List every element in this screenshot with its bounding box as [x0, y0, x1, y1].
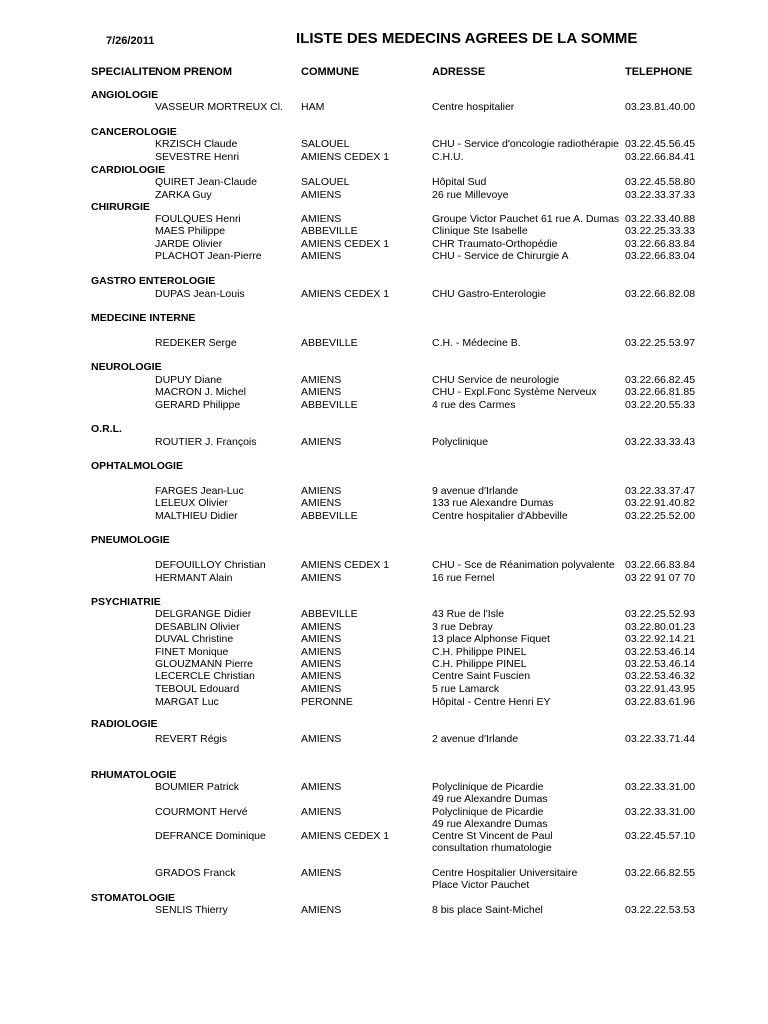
doctor-row [0, 497, 768, 509]
doctor-phone: 03.22.25.33.33 [625, 225, 696, 237]
doctor-address: Clinique Ste Isabelle [432, 225, 528, 237]
doctor-row [0, 696, 768, 708]
specialty-heading-row [0, 275, 768, 287]
document-title: ILISTE DES MEDECINS AGREES DE LA SOMME [296, 30, 638, 47]
doctor-name: MACRON J. Michel [155, 386, 247, 398]
doctor-name: DEFRANCE Dominique [155, 830, 266, 842]
doctor-address: 49 rue Alexandre Dumas [432, 793, 548, 805]
doctor-name: FINET Monique [155, 646, 229, 658]
doctor-phone: 03.22.25.53.97 [625, 337, 696, 349]
doctor-address: Centre hospitalier [432, 101, 515, 113]
doctor-address: Place Victor Pauchet [432, 879, 530, 891]
doctor-row [0, 337, 768, 349]
doctor-commune: AMIENS [301, 633, 342, 645]
doctor-address: Hôpital - Centre Henri EY [432, 696, 551, 708]
doctor-name: MALTHIEU Didier [155, 510, 238, 522]
doctor-name: GLOUZMANN Pierre [155, 658, 254, 670]
doctor-row [0, 867, 768, 879]
specialty-heading: RADIOLOGIE [91, 718, 158, 730]
doctor-address: 49 rue Alexandre Dumas [432, 818, 548, 830]
specialty-heading-row [0, 596, 768, 608]
doctor-address: Centre Hospitalier Universitaire [432, 867, 578, 879]
doctor-address: C.H. - Médecine B. [432, 337, 521, 349]
doctor-row [0, 683, 768, 695]
doctor-phone: 03.22.22.53.53 [625, 904, 696, 916]
doctor-phone: 03.22.25.52.93 [625, 608, 696, 620]
specialty-heading-row [0, 718, 768, 730]
doctor-commune: AMIENS [301, 386, 342, 398]
doctor-phone: 03.22.33.31.00 [625, 806, 696, 818]
doctor-name: MAES Philippe [155, 225, 226, 237]
column-header-nom-prenom: NOM PRENOM [155, 66, 232, 78]
doctor-commune: AMIENS [301, 683, 342, 695]
doctor-name: GERARD Philippe [155, 399, 241, 411]
doctor-commune: AMIENS [301, 436, 342, 448]
doctor-name: REDEKER Serge [155, 337, 237, 349]
doctor-phone: 03.22.80.01.23 [625, 621, 696, 633]
doctor-commune: AMIENS [301, 670, 342, 682]
doctor-commune: AMIENS [301, 904, 342, 916]
doctor-commune: AMIENS [301, 250, 342, 262]
specialty-heading-row [0, 460, 768, 472]
doctor-phone: 03.22.45.57.10 [625, 830, 696, 842]
doctor-row [0, 670, 768, 682]
specialty-heading: OPHTALMOLOGIE [91, 460, 183, 472]
doctor-phone: 03.22.91.40.82 [625, 497, 696, 509]
doctor-address: 13 place Alphonse Fiquet [432, 633, 550, 645]
doctor-address: C.H. Philippe PINEL [432, 646, 527, 658]
doctor-address: 2 avenue d'Irlande [432, 733, 519, 745]
doctor-name: BOUMIER Patrick [155, 781, 240, 793]
specialty-heading-row [0, 89, 768, 101]
doctor-address: Polyclinique de Picardie [432, 781, 544, 793]
doctor-row [0, 485, 768, 497]
doctor-name: DELGRANGE Didier [155, 608, 252, 620]
doctor-phone: 03.22.33.37.33 [625, 189, 696, 201]
doctor-address: Centre St Vincent de Paul [432, 830, 553, 842]
doctor-phone: 03.22.66.83.04 [625, 250, 696, 262]
specialty-heading-row [0, 423, 768, 435]
doctor-address: Centre hospitalier d'Abbeville [432, 510, 568, 522]
doctor-commune: AMIENS [301, 781, 342, 793]
doctor-phone: 03.22.33.37.47 [625, 485, 696, 497]
doctor-address: 26 rue Millevoye [432, 189, 509, 201]
specialty-heading-row [0, 201, 768, 213]
doctor-address: Groupe Victor Pauchet 61 rue A. Dumas [432, 213, 620, 225]
specialty-heading: STOMATOLOGIE [91, 892, 176, 904]
specialty-heading: GASTRO ENTEROLOGIE [91, 275, 216, 287]
doctor-address: CHR Traumato-Orthopédie [432, 238, 558, 250]
doctor-name: QUIRET Jean-Claude [155, 176, 257, 188]
doctor-commune: AMIENS CEDEX 1 [301, 238, 390, 250]
doctor-commune: SALOUEL [301, 138, 350, 150]
specialty-heading-row [0, 312, 768, 324]
doctor-commune: ABBEVILLE [301, 337, 358, 349]
specialty-heading-row [0, 534, 768, 546]
doctor-row [0, 288, 768, 300]
doctor-phone: 03.22.66.84.41 [625, 151, 696, 163]
doctor-commune: AMIENS [301, 572, 342, 584]
doctor-phone: 03.22.33.40.88 [625, 213, 696, 225]
doctor-name: DUPAS Jean-Louis [155, 288, 245, 300]
doctor-address: CHU - Sce de Réanimation polyvalente [432, 559, 615, 571]
doctor-address: CHU - Service d'oncologie radiothérapie [432, 138, 620, 150]
doctor-phone: 03.22.53.46.14 [625, 658, 696, 670]
doctor-row [0, 793, 768, 805]
doctor-commune: ABBEVILLE [301, 510, 358, 522]
doctor-commune: ABBEVILLE [301, 225, 358, 237]
doctor-name: DUVAL Christine [155, 633, 234, 645]
doctor-name: VASSEUR MORTREUX Cl. [155, 101, 283, 113]
column-header-commune: COMMUNE [301, 66, 360, 78]
doctor-name: KRZISCH Claude [155, 138, 238, 150]
document-date: 7/26/2011 [106, 35, 155, 47]
doctor-name: COURMONT Hervé [155, 806, 248, 818]
doctor-name: ZARKA Guy [155, 189, 212, 201]
doctor-address: CHU - Expl.Fonc Système Nerveux [432, 386, 597, 398]
doctor-row [0, 399, 768, 411]
doctor-phone: 03.22.66.81.85 [625, 386, 696, 398]
doctor-row [0, 189, 768, 201]
doctor-address: 4 rue des Carmes [432, 399, 516, 411]
doctor-address: Polyclinique [432, 436, 489, 448]
specialty-heading-row [0, 892, 768, 904]
doctor-commune: AMIENS [301, 658, 342, 670]
doctor-address: Hôpital Sud [432, 176, 487, 188]
doctor-phone: 03.22.66.82.45 [625, 374, 696, 386]
doctor-commune: AMIENS [301, 646, 342, 658]
specialty-heading: MEDECINE INTERNE [91, 312, 196, 324]
specialty-heading: CARDIOLOGIE [91, 164, 166, 176]
doctor-row [0, 572, 768, 584]
doctor-commune: AMIENS [301, 621, 342, 633]
doctor-row [0, 559, 768, 571]
specialty-heading: PNEUMOLOGIE [91, 534, 170, 546]
doctor-commune: SALOUEL [301, 176, 350, 188]
doctor-commune: AMIENS [301, 806, 342, 818]
doctor-phone: 03.22.91.43.95 [625, 683, 696, 695]
specialty-heading: ANGIOLOGIE [91, 89, 159, 101]
doctor-row [0, 608, 768, 620]
doctor-row [0, 151, 768, 163]
doctor-name: LELEUX Olivier [155, 497, 228, 509]
doctor-row [0, 374, 768, 386]
doctor-row [0, 238, 768, 250]
doctor-phone: 03.22.25.52.00 [625, 510, 696, 522]
doctor-row [0, 633, 768, 645]
doctor-name: TEBOUL Edouard [155, 683, 240, 695]
doctor-phone: 03 22 91 07 70 [625, 572, 696, 584]
doctor-address: C.H.U. [432, 151, 464, 163]
doctor-row [0, 101, 768, 113]
doctor-row [0, 830, 768, 842]
doctor-name: ROUTIER J. François [155, 436, 257, 448]
doctor-row [0, 621, 768, 633]
doctor-phone: 03.22.83.61.96 [625, 696, 696, 708]
specialty-heading: CANCEROLOGIE [91, 126, 177, 138]
doctor-phone: 03.22.66.82.08 [625, 288, 696, 300]
doctor-phone: 03.22.33.71.44 [625, 733, 696, 745]
doctor-name: DESABLIN Olivier [155, 621, 240, 633]
doctor-address: 3 rue Debray [432, 621, 493, 633]
doctor-row [0, 806, 768, 818]
doctor-phone: 03.22.53.46.32 [625, 670, 696, 682]
specialty-heading: CHIRURGIE [91, 201, 150, 213]
doctor-address: 8 bis place Saint-Michel [432, 904, 543, 916]
doctor-commune: ABBEVILLE [301, 399, 358, 411]
doctor-row [0, 781, 768, 793]
doctor-address: CHU Gastro-Enterologie [432, 288, 546, 300]
doctor-name: HERMANT Alain [155, 572, 233, 584]
doctor-row [0, 386, 768, 398]
doctor-phone: 03.22.66.82.55 [625, 867, 696, 879]
doctor-address: 16 rue Fernel [432, 572, 495, 584]
doctor-commune: AMIENS CEDEX 1 [301, 830, 390, 842]
doctor-phone: 03.23.81.40.00 [625, 101, 696, 113]
doctor-phone: 03.22.66.83.84 [625, 559, 696, 571]
doctor-address: Centre Saint Fuscien [432, 670, 531, 682]
doctor-phone: 03.22.33.33.43 [625, 436, 696, 448]
doctor-row [0, 250, 768, 262]
doctor-name: FARGES Jean-Luc [155, 485, 244, 497]
doctor-name: SENLIS Thierry [155, 904, 228, 916]
doctor-name: SEVESTRE Henri [155, 151, 240, 163]
doctor-row [0, 225, 768, 237]
doctor-row [0, 879, 768, 891]
doctor-row [0, 658, 768, 670]
doctor-address: 133 rue Alexandre Dumas [432, 497, 554, 509]
doctor-name: DEFOUILLOY Christian [155, 559, 266, 571]
doctor-commune: AMIENS [301, 733, 342, 745]
doctor-name: FOULQUES Henri [155, 213, 241, 225]
doctor-row [0, 818, 768, 830]
specialty-heading: RHUMATOLOGIE [91, 769, 177, 781]
doctor-name: REVERT Régis [155, 733, 227, 745]
doctor-commune: ABBEVILLE [301, 608, 358, 620]
doctor-commune: PERONNE [301, 696, 353, 708]
doctor-row [0, 510, 768, 522]
doctor-address: consultation rhumatologie [432, 842, 552, 854]
specialty-heading-row [0, 164, 768, 176]
doctor-commune: AMIENS [301, 374, 342, 386]
doctor-row [0, 842, 768, 854]
doctor-address: CHU Service de neurologie [432, 374, 560, 386]
doctor-row [0, 904, 768, 916]
doctor-commune: AMIENS [301, 867, 342, 879]
doctor-name: LECERCLE Christian [155, 670, 255, 682]
specialty-heading: NEUROLOGIE [91, 361, 162, 373]
doctor-row [0, 138, 768, 150]
column-header-specialite: SPECIALITE [91, 66, 156, 78]
doctor-commune: AMIENS [301, 485, 342, 497]
doctor-commune: AMIENS [301, 497, 342, 509]
doctor-row [0, 213, 768, 225]
doctor-phone: 03.22.33.31.00 [625, 781, 696, 793]
doctor-commune: AMIENS [301, 213, 342, 225]
doctor-commune: AMIENS CEDEX 1 [301, 559, 390, 571]
doctor-phone: 03.22.20.55.33 [625, 399, 696, 411]
doctor-phone: 03.22.45.56.45 [625, 138, 696, 150]
column-header-adresse: ADRESSE [432, 66, 486, 78]
doctor-phone: 03.22.53.46.14 [625, 646, 696, 658]
doctor-phone: 03.22.92.14.21 [625, 633, 696, 645]
doctor-commune: AMIENS CEDEX 1 [301, 288, 390, 300]
doctor-row [0, 646, 768, 658]
doctor-commune: AMIENS CEDEX 1 [301, 151, 390, 163]
column-header-telephone: TELEPHONE [625, 66, 693, 78]
doctor-name: GRADOS Franck [155, 867, 236, 879]
doctor-row [0, 436, 768, 448]
doctor-name: DUPUY Diane [155, 374, 222, 386]
specialty-heading: O.R.L. [91, 423, 122, 435]
doctor-name: MARGAT Luc [155, 696, 219, 708]
doctor-name: PLACHOT Jean-Pierre [155, 250, 262, 262]
doctor-address: 9 avenue d'Irlande [432, 485, 519, 497]
specialty-heading-row [0, 769, 768, 781]
doctor-row [0, 176, 768, 188]
specialty-heading-row [0, 126, 768, 138]
doctor-address: 5 rue Lamarck [432, 683, 500, 695]
doctor-commune: AMIENS [301, 189, 342, 201]
specialty-heading-row [0, 361, 768, 373]
specialty-heading: PSYCHIATRIE [91, 596, 161, 608]
doctor-address: Polyclinique de Picardie [432, 806, 544, 818]
doctor-phone: 03.22.66.83.84 [625, 238, 696, 250]
doctor-phone: 03.22.45.58.80 [625, 176, 696, 188]
doctor-address: CHU - Service de Chirurgie A [432, 250, 569, 262]
doctor-commune: HAM [301, 101, 325, 113]
doctor-address: 43 Rue de l'Isle [432, 608, 505, 620]
doctor-name: JARDE Olivier [155, 238, 223, 250]
doctor-row [0, 733, 768, 745]
doctor-address: C.H. Philippe PINEL [432, 658, 527, 670]
